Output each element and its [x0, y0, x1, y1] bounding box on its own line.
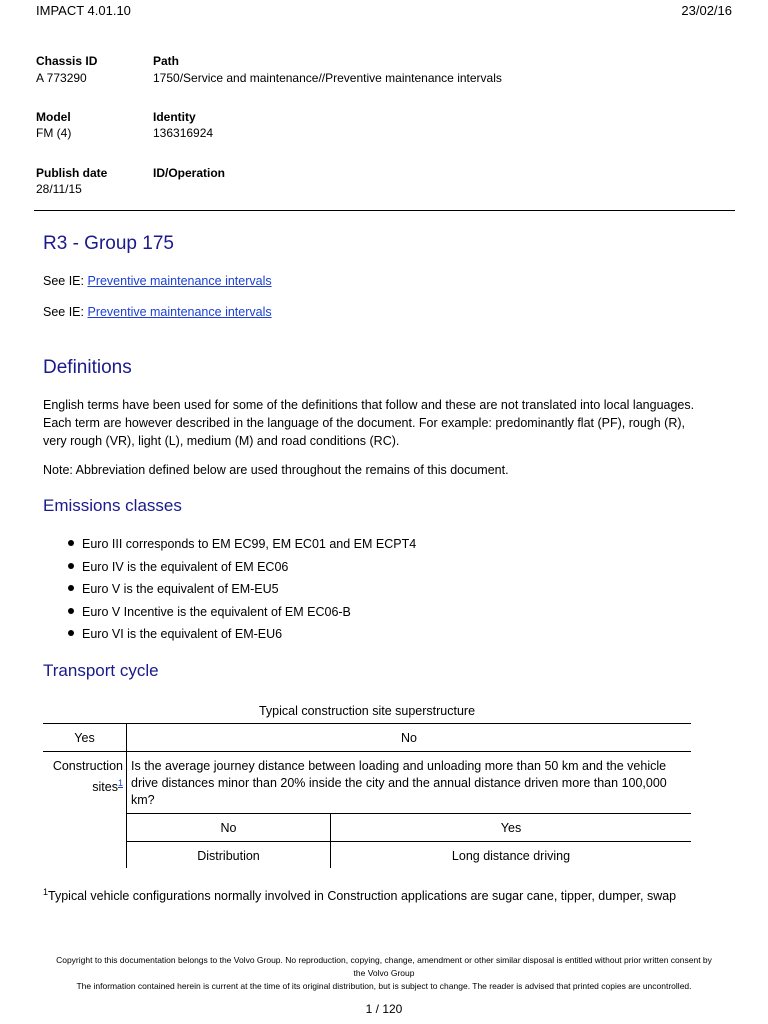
identity-value: 136316924	[153, 126, 214, 140]
preventive-maintenance-link[interactable]: Preventive maintenance intervals	[87, 274, 272, 288]
chassis-id-label: Chassis ID	[36, 54, 98, 68]
preventive-maintenance-link[interactable]: Preventive maintenance intervals	[87, 305, 272, 319]
path-value: 1750/Service and maintenance//Preventive maintenance intervals	[153, 71, 502, 85]
chassis-id-value: A 773290	[36, 71, 87, 85]
row-label-line	[43, 775, 123, 796]
footnote-ref-link[interactable]: 1	[117, 778, 123, 788]
publish-date-label: Publish date	[36, 166, 108, 180]
model-label: Model	[36, 110, 71, 124]
see-ie-line-1	[43, 272, 272, 290]
copyright-line: Copyright to this documentation belongs to the Volvo Group. No reproduction, copying, change, amendment or other similar disposal is entitled without prior written consent by	[56, 955, 712, 965]
definitions-line: English terms have been used for some of the definitions that follow and these are not translated into local languages.	[43, 398, 695, 412]
question-cell	[131, 758, 691, 809]
see-ie-line-2	[43, 303, 272, 321]
definitions-note: Note: Abbreviation defined below are used throughout the remains of this document.	[43, 463, 509, 477]
result-long-distance: Long distance driving	[451, 849, 571, 863]
list-item: Euro V is the equivalent of EM-EU5	[68, 580, 416, 603]
header-no: No	[401, 731, 417, 745]
publish-date-value: 28/11/15	[36, 182, 82, 196]
identity-label: Identity	[153, 110, 196, 124]
table-rule	[126, 841, 691, 842]
table-rule	[43, 723, 691, 724]
question-line: Is the average journey distance between loading and unloading more than 50 km and the vehicle	[131, 759, 667, 773]
id-operation-label: ID/Operation	[153, 166, 226, 180]
disclaimer-line: The information contained herein is current at the time of its original distribution, but is subject to change. The reader is advised that printed copies are uncontrolled.	[76, 981, 692, 991]
row-label-line: Construction	[52, 759, 123, 773]
copyright-line: the Volvo Group	[353, 968, 415, 978]
table-rule	[126, 813, 691, 814]
page-number: 1 / 120	[365, 1002, 403, 1016]
header-divider	[34, 210, 735, 211]
row-label-construction-sites	[43, 758, 123, 796]
footnote-marker: 1	[43, 887, 49, 897]
sub-header-yes: Yes	[500, 821, 522, 835]
print-date: 23/02/16	[681, 3, 732, 18]
definitions-paragraph	[43, 396, 733, 450]
transport-heading: Transport cycle	[43, 661, 159, 680]
row-label-text: sites	[92, 780, 118, 795]
footnote	[43, 883, 676, 905]
app-version: IMPACT 4.01.10	[36, 3, 131, 18]
emissions-list	[68, 535, 416, 648]
copyright-footer	[30, 954, 738, 993]
definitions-heading: Definitions	[43, 357, 132, 378]
list-item: Euro IV is the equivalent of EM EC06	[68, 558, 416, 581]
list-item: Euro V Incentive is the equivalent of EM EC06-B	[68, 603, 416, 626]
table-rule	[43, 751, 691, 752]
header-yes: Yes	[74, 731, 95, 745]
footnote-text: Typical vehicle configurations normally involved in Construction applications are sugar cane, tipper, dumper, swap	[48, 889, 677, 904]
result-distribution: Distribution	[197, 849, 260, 863]
sub-header-no: No	[220, 821, 237, 835]
see-ie-prefix: See IE:	[43, 274, 88, 288]
question-line: km?	[131, 793, 155, 807]
list-item: Euro VI is the equivalent of EM-EU6	[68, 625, 416, 648]
model-value: FM (4)	[36, 126, 72, 140]
list-item: Euro III corresponds to EM EC99, EM EC01 and EM ECPT4	[68, 535, 416, 558]
question-line: drive distances minor than 20% inside the city and the annual distance driven more than 100,000	[131, 776, 667, 790]
emissions-heading: Emissions classes	[43, 496, 182, 515]
see-ie-prefix: See IE:	[43, 305, 88, 319]
path-label: Path	[153, 54, 180, 68]
table-caption: Typical construction site superstructure	[258, 704, 476, 718]
section-title: R3 - Group 175	[43, 233, 174, 254]
definitions-line: Each term are however described in the language of the document. For example: predominantly flat (PF), rough (R),	[43, 416, 685, 430]
definitions-line: very rough (VR), light (L), medium (M) and road conditions (RC).	[43, 434, 400, 448]
